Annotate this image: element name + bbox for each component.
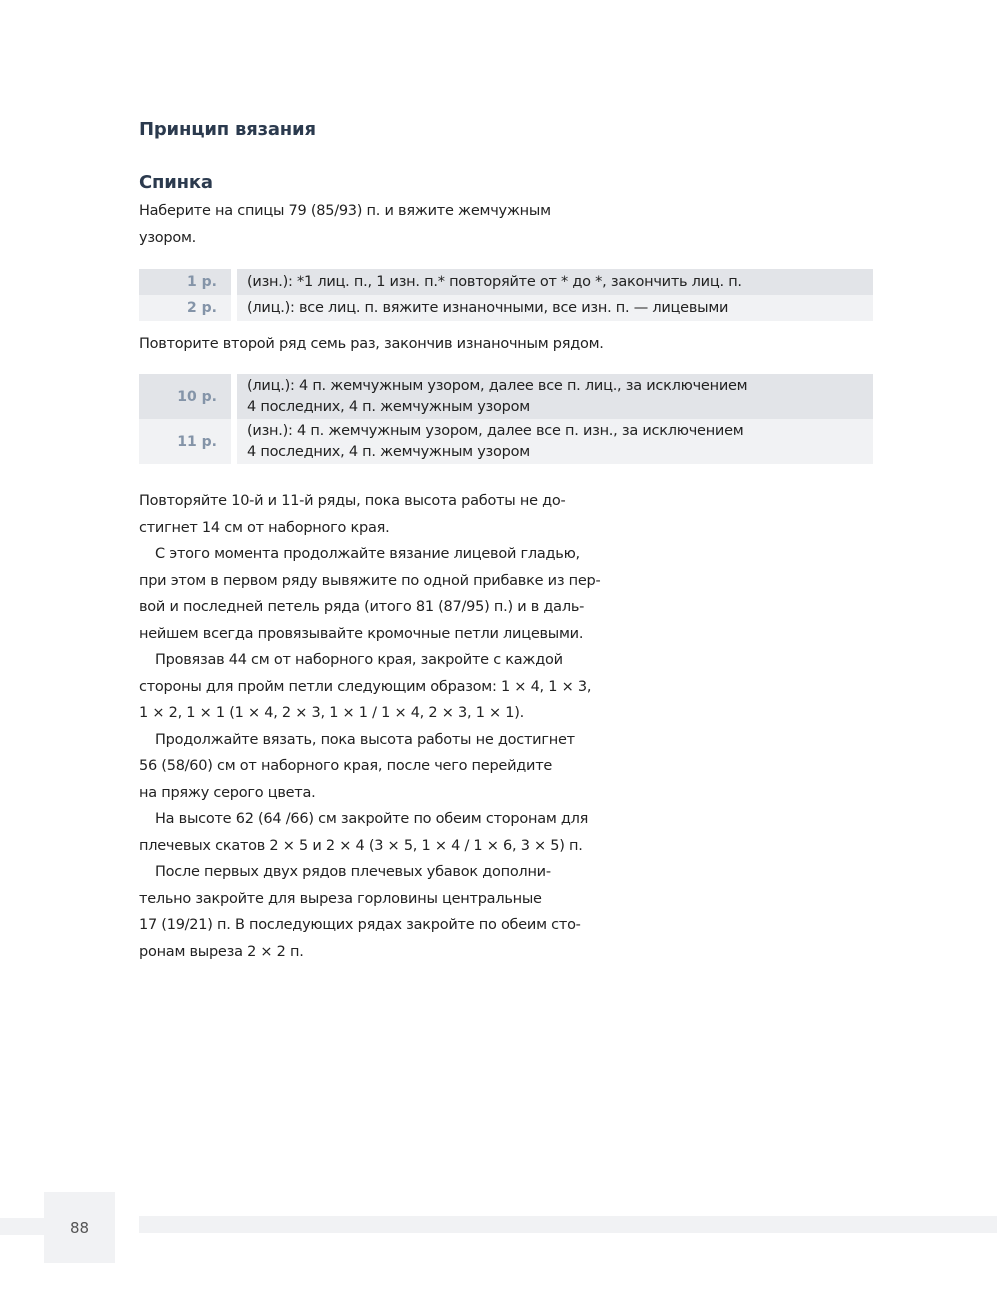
row-instruction: (изн.): *1 лиц. п., 1 изн. п.* повторяйте от * до *, закончить лиц. п.	[237, 269, 873, 295]
body-line: стороны для пройм петли следующим образом: 1 × 4, 1 × 3,	[139, 678, 592, 695]
row-number: 10 р.	[139, 374, 231, 419]
section-title: Принцип вязания	[139, 119, 316, 140]
row-number: 1 р.	[139, 269, 231, 295]
body-line: ронам выреза 2 × 2 п.	[139, 943, 304, 960]
repeat-note: Повторите второй ряд семь раз, закончив изнаночным рядом.	[139, 336, 604, 352]
body-line: плечевых скатов 2 × 5 и 2 × 4 (3 × 5, 1 × 4 / 1 × 6, 3 × 5) п.	[139, 837, 583, 854]
pattern-row	[139, 419, 873, 464]
body-line: 1 × 2, 1 × 1 (1 × 4, 2 × 3, 1 × 1 / 1 × 4, 2 × 3, 1 × 1).	[139, 705, 525, 721]
row-instruction	[237, 419, 873, 464]
intro-line: Наберите на спицы 79 (85/93) п. и вяжите жемчужным	[139, 203, 551, 219]
subsection-title: Спинка	[139, 172, 213, 193]
page-number: 88	[44, 1192, 115, 1263]
body-line: 17 (19/21) п. В последующих рядах закройте по обеим сто-	[139, 917, 581, 933]
body-line: После первых двух рядов плечевых убавок дополни-	[155, 864, 551, 880]
instruction-line: 4 последних, 4 п. жемчужным узором	[247, 398, 530, 415]
body-line: Повторяйте 10-й и 11-й ряды, пока высота работы не до-	[139, 493, 566, 509]
pattern-row	[139, 295, 873, 321]
footer-left-strip	[0, 1218, 44, 1235]
pattern-rows-table-1	[139, 269, 873, 321]
body-line: Продолжайте вязать, пока высота работы не достигнет	[155, 731, 575, 748]
body-line: 56 (58/60) см от наборного края, после чего перейдите	[139, 758, 553, 774]
body-line: при этом в первом ряду вывяжите по одной прибавке из пер-	[139, 572, 601, 589]
pattern-rows-table-2	[139, 374, 873, 464]
body-line: нейшем всегда провязывайте кромочные петли лицевыми.	[139, 625, 584, 642]
body-line: С этого момента продолжайте вязание лицевой гладью,	[155, 546, 580, 562]
footer-bar	[139, 1216, 997, 1233]
body-line: Провязав 44 см от наборного края, закройте с каждой	[155, 652, 563, 668]
body-line: стигнет 14 см от наборного края.	[139, 519, 390, 536]
pattern-row	[139, 269, 873, 295]
instruction-line: (лиц.): 4 п. жемчужным узором, далее все п. лиц., за исключением	[247, 378, 748, 394]
row-instruction	[237, 374, 873, 419]
body-line: вой и последней петель ряда (итого 81 (87/95) п.) и в даль-	[139, 599, 585, 615]
row-number: 2 р.	[139, 295, 231, 321]
instruction-line: (изн.): 4 п. жемчужным узором, далее все п. изн., за исключением	[247, 423, 744, 439]
body-line: тельно закройте для выреза горловины центральные	[139, 890, 542, 907]
row-number: 11 р.	[139, 419, 231, 464]
body-line: На высоте 62 (64 /66) см закройте по обеим сторонам для	[155, 811, 589, 827]
instruction-line: 4 последних, 4 п. жемчужным узором	[247, 443, 530, 460]
row-instruction: (лиц.): все лиц. п. вяжите изнаночными, все изн. п. — лицевыми	[237, 295, 873, 321]
intro-paragraph	[139, 198, 609, 251]
body-line: на пряжу серого цвета.	[139, 784, 316, 801]
pattern-row	[139, 374, 873, 419]
intro-line: узором.	[139, 229, 197, 246]
body-text	[139, 488, 639, 965]
